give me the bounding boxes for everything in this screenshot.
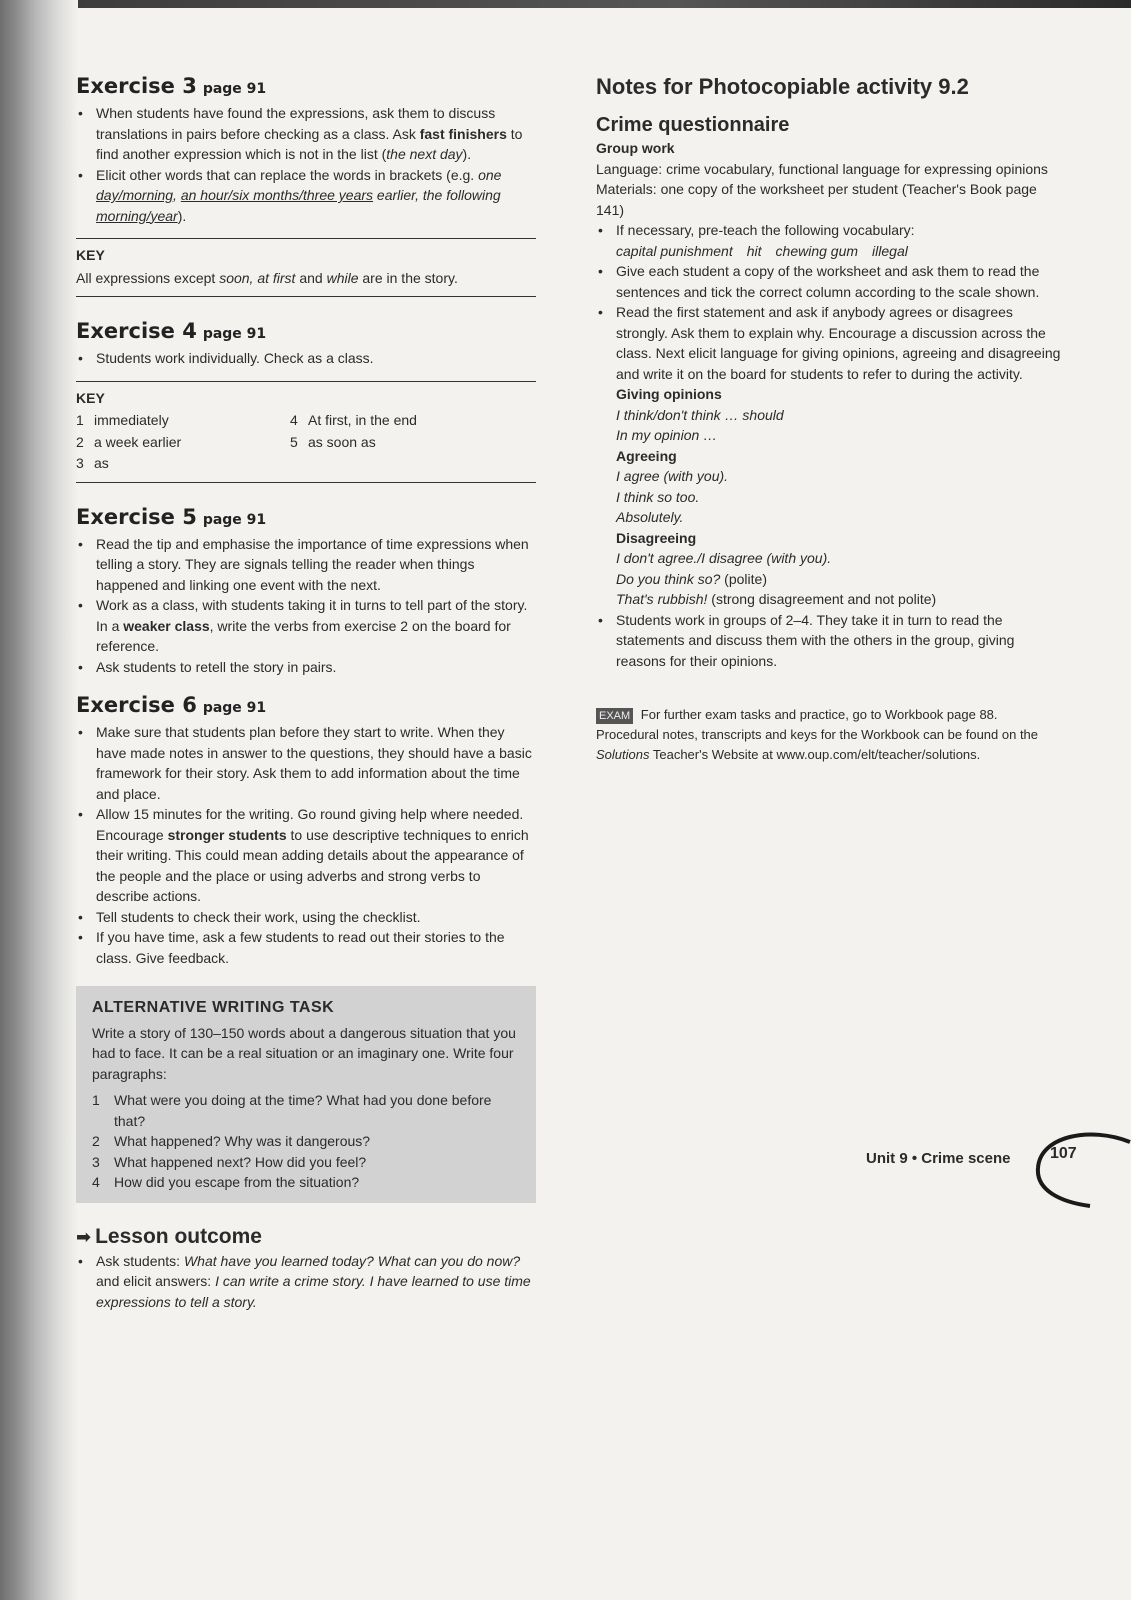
agreeing-heading: Agreeing bbox=[616, 447, 677, 464]
phrase: Absolutely. bbox=[616, 509, 684, 525]
phrase: Do you think so? (polite) bbox=[616, 570, 767, 587]
phrase: I think so too. bbox=[616, 488, 700, 505]
key-exercise-3 bbox=[76, 238, 536, 297]
key-heading: KEY bbox=[76, 389, 105, 406]
exercise-4 bbox=[76, 317, 536, 369]
arrow-right-icon: ➡ bbox=[76, 1226, 92, 1247]
exercise-4-bullet-1: • Students work individually. Check as a class. bbox=[76, 348, 536, 369]
exercise-4-heading: Exercise 4 page 91 bbox=[76, 319, 267, 343]
footer-unit-label: Unit 9 • Crime scene bbox=[866, 1150, 1011, 1167]
exercise-5-heading: Exercise 5 page 91 bbox=[76, 504, 267, 529]
alternative-writing-task-box bbox=[76, 986, 536, 1203]
alternative-task-heading: ALTERNATIVE WRITING TASK bbox=[92, 999, 335, 1016]
key-item: 2 a week earlier bbox=[76, 433, 182, 450]
notes-bullet-2: • Give each student a copy of the worksheet and ask them to read the sentences and tick the correct column according to the scale shown. bbox=[596, 261, 1061, 302]
right-column bbox=[596, 72, 1061, 765]
notes-bullet-3: • Read the first statement and ask if anybody agrees or disagrees strongly. Ask them to explain why. Encourage a discussion across the class. Next elicit language for giving opinions, agreeing and disagreeing and write it on the board for students to refer to during the activity. Giving opinions I think/don't think … should In my opinion … Agreeing I agree (with you). I think so too. Absolutely. Disagreeing I don't agree./I disagree (with you). Do you think so? (polite) That's rubbish! (strong disagreement and not polite) bbox=[596, 302, 1061, 610]
key-3-text: All expressions except soon, at first and while are in the story. bbox=[76, 269, 458, 286]
materials-line: Materials: one copy of the worksheet per student (Teacher's Book page 141) bbox=[596, 181, 1037, 218]
lesson-outcome-bullet: • Ask students: What have you learned today? What can you do now? and elicit answers: I can write a crime story. I have learned to use time expressions to tell a story. bbox=[76, 1251, 536, 1313]
exercise-5-bullet-2: • Work as a class, with students taking it in turns to tell part of the story. In a weaker class, write the verbs from exercise 2 on the board for reference. bbox=[76, 595, 536, 657]
exercise-5-bullet-1: • Read the tip and emphasise the importance of time expressions when telling a story. They are signals telling the reader when things happened and linking one event with the next. bbox=[76, 534, 536, 596]
alternative-task-item: 2 What happened? Why was it dangerous? bbox=[92, 1133, 371, 1149]
key-item: 5 as soon as bbox=[290, 433, 376, 450]
notes-bullet-1: • If necessary, pre-teach the following vocabulary: capital punishment hit chewing gum illegal bbox=[596, 220, 1061, 261]
key-exercise-4 bbox=[76, 381, 536, 483]
exercise-3 bbox=[76, 72, 536, 226]
exercise-6-heading: Exercise 6 page 91 bbox=[76, 693, 267, 717]
phrase: That's rubbish! (strong disagreement and not polite) bbox=[616, 591, 937, 607]
exam-note: EXAM For further exam tasks and practice, go to Workbook page 88. Procedural notes, transcripts and keys for the Workbook can be found on the Solutions Teacher's Website at www.oup.com/elt/teacher/solutions. bbox=[596, 707, 1039, 762]
phrase: In my opinion … bbox=[616, 427, 718, 443]
giving-opinions-heading: Giving opinions bbox=[616, 386, 722, 402]
key-item: 1 immediately bbox=[76, 412, 169, 428]
phrase: I agree (with you). bbox=[616, 468, 729, 484]
left-column bbox=[76, 72, 536, 1312]
exercise-6-bullet-1: • Make sure that students plan before they start to write. When they have made notes in answer to the questions, they should have a basic framework for their story. Ask them to add information about the time and place. bbox=[76, 722, 536, 804]
disagreeing-heading: Disagreeing bbox=[616, 529, 697, 546]
book-spine-shadow bbox=[0, 0, 78, 1600]
vocabulary-list: capital punishment hit chewing gum illegal bbox=[616, 242, 908, 259]
exercise-5-bullet-3: • Ask students to retell the story in pairs. bbox=[76, 657, 536, 678]
key-item: 4 At first, in the end bbox=[290, 412, 417, 428]
exercise-5 bbox=[76, 503, 536, 678]
crime-questionnaire-heading: Crime questionnaire bbox=[596, 114, 790, 136]
page-number-curve bbox=[1030, 1128, 1131, 1208]
exercise-3-bullet-2: • Elicit other words that can replace the words in brackets (e.g. one day/morning, an hour/six months/three years earlier, the following morning/year). bbox=[76, 165, 536, 227]
phrase: I think/don't think … should bbox=[616, 406, 784, 423]
exercise-6-bullet-2: • Allow 15 minutes for the writing. Go round giving help where needed. Encourage stronger students to use descriptive techniques to enrich their writing. This could mean adding details about the appearance of the people and the place or using adverbs and strong verbs to describe actions. bbox=[76, 804, 536, 907]
notes-title: Notes for Photocopiable activity 9.2 bbox=[596, 74, 969, 99]
language-line: Language: crime vocabulary, functional language for expressing opinions bbox=[596, 160, 1048, 177]
exercise-6-bullet-4: • If you have time, ask a few students to read out their stories to the class. Give feedback. bbox=[76, 927, 536, 968]
exam-badge: EXAM bbox=[596, 708, 633, 724]
page-number: 107 bbox=[1050, 1145, 1077, 1162]
exercise-3-bullet-1: • When students have found the expressions, ask them to discuss translations in pairs before checking as a class. Ask fast finishers to find another expression which is not in the list (the next day). bbox=[76, 103, 536, 165]
exercise-6 bbox=[76, 691, 536, 968]
notes-bullet-4: • Students work in groups of 2–4. They take it in turn to read the statements and discuss them with the others in the group, giving reasons for their opinions. bbox=[596, 610, 1061, 672]
exercise-6-bullet-3: • Tell students to check their work, using the checklist. bbox=[76, 907, 536, 928]
exercise-3-heading: Exercise 3 page 91 bbox=[76, 74, 267, 98]
page-top-edge bbox=[0, 0, 1131, 8]
alternative-task-item: 1 What were you doing at the time? What had you done before that? bbox=[92, 1092, 492, 1129]
lesson-outcome-heading: ➡ Lesson outcome bbox=[76, 1224, 262, 1248]
alternative-task-item: 4 How did you escape from the situation? bbox=[92, 1174, 360, 1190]
phrase: I don't agree./I disagree (with you). bbox=[616, 550, 832, 566]
group-work-label: Group work bbox=[596, 140, 675, 156]
key-item: 3 as bbox=[76, 455, 109, 471]
alternative-task-intro: Write a story of 130–150 words about a dangerous situation that you had to face. It can be a real situation or an imaginary one. Write four paragraphs: bbox=[92, 1024, 516, 1082]
alternative-task-item: 3 What happened next? How did you feel? bbox=[92, 1153, 367, 1170]
key-heading: KEY bbox=[76, 247, 105, 263]
